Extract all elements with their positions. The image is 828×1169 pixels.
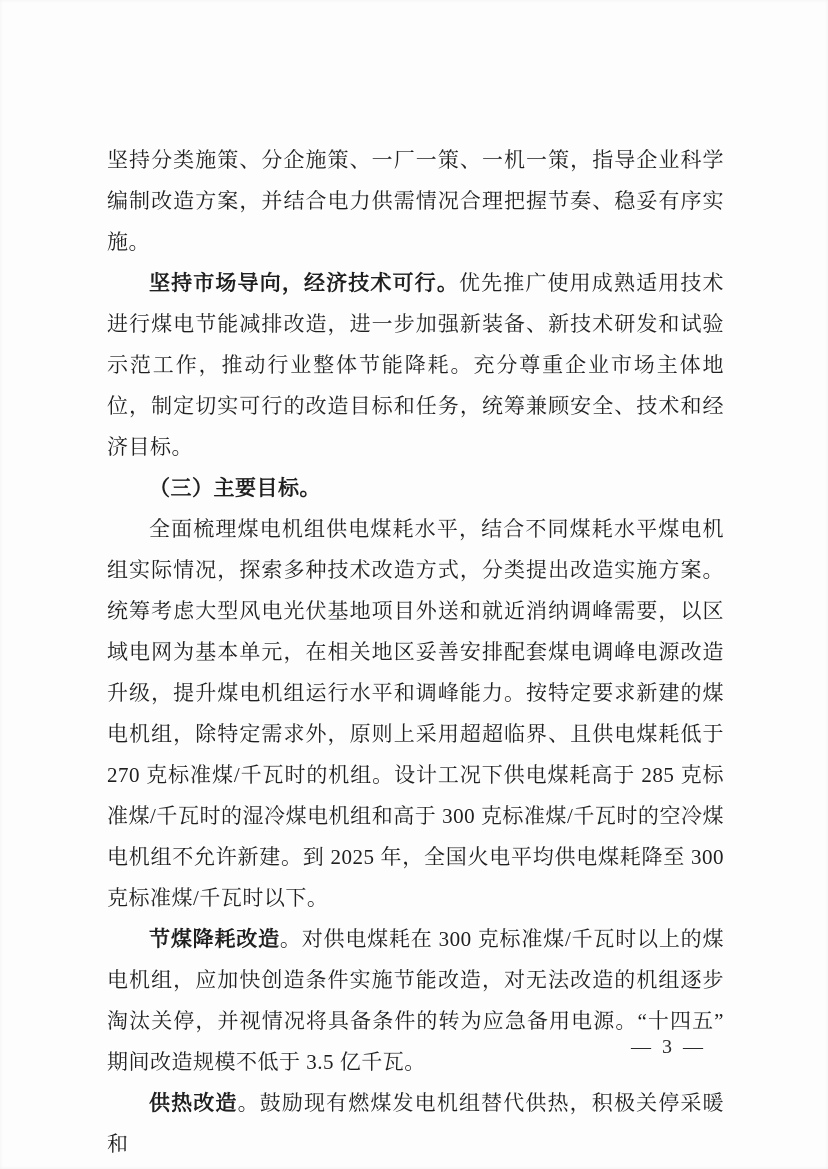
paragraph-lead-bold: 坚持市场导向，经济技术可行。 xyxy=(149,271,459,295)
section-heading-main-goals xyxy=(107,468,724,509)
page-number: — 3 — xyxy=(631,1036,706,1058)
document-body-text xyxy=(107,140,724,1165)
paragraph-lead-bold: 供热改造 xyxy=(149,1091,238,1115)
paragraph-continuation xyxy=(107,140,724,263)
section-heading-text: （三）主要目标。 xyxy=(149,476,321,500)
paragraph-text: 。鼓励现有燃煤发电机组替代供热，积极关停采暖和 xyxy=(107,1091,725,1156)
paragraph-principle-market-orientation xyxy=(107,263,724,468)
paragraph-goals-detail xyxy=(107,509,724,919)
paragraph-text: 优先推广使用成熟适用技术进行煤电节能减排改造，进一步加强新装备、新技术研发和试验示范工作，推动行业整体节能降耗。充分尊重企业市场主体地位，制定切实可行的改造目标和任务，统筹兼顾安全、技术和经济目标。 xyxy=(107,271,725,459)
paragraph-heating-retrofit xyxy=(107,1083,724,1165)
paragraph-lead-bold: 节煤降耗改造 xyxy=(149,927,280,951)
paragraph-text: 坚持分类施策、分企施策、一厂一策、一机一策，指导企业科学编制改造方案，并结合电力供需情况合理把握节奏、稳妥有序实施。 xyxy=(107,148,724,254)
paragraph-text: 全面梳理煤电机组供电煤耗水平，结合不同煤耗水平煤电机组实际情况，探索多种技术改造方式，分类提出改造实施方案。统筹考虑大型风电光伏基地项目外送和就近消纳调峰需要，以区域电网为基本单元，在相关地区妥善安排配套煤电调峰电源改造升级，提升煤电机组运行水平和调峰能力。按特定要求新建的煤电机组，除特定需求外，原则上采用超超临界、且供电煤耗低于 270 克标准煤/千瓦时的机组。设计工况下供电煤耗高于 285 克标准煤/千瓦时的湿冷煤电机组和高于 300 克标准煤/千瓦时的空冷煤电机组不允许新建。到 2025 年，全国火电平均供电煤耗降至 300 克标准煤/千瓦时以下。 xyxy=(107,517,724,910)
paragraph-text: 。对供电煤耗在 300 克标准煤/千瓦时以上的煤电机组，应加快创造条件实施节能改造，对无法改造的机组逐步淘汰关停，并视情况将具备条件的转为应急备用电源。“十四五”期间改造规模不低于 3.5 亿千瓦。 xyxy=(107,927,724,1074)
